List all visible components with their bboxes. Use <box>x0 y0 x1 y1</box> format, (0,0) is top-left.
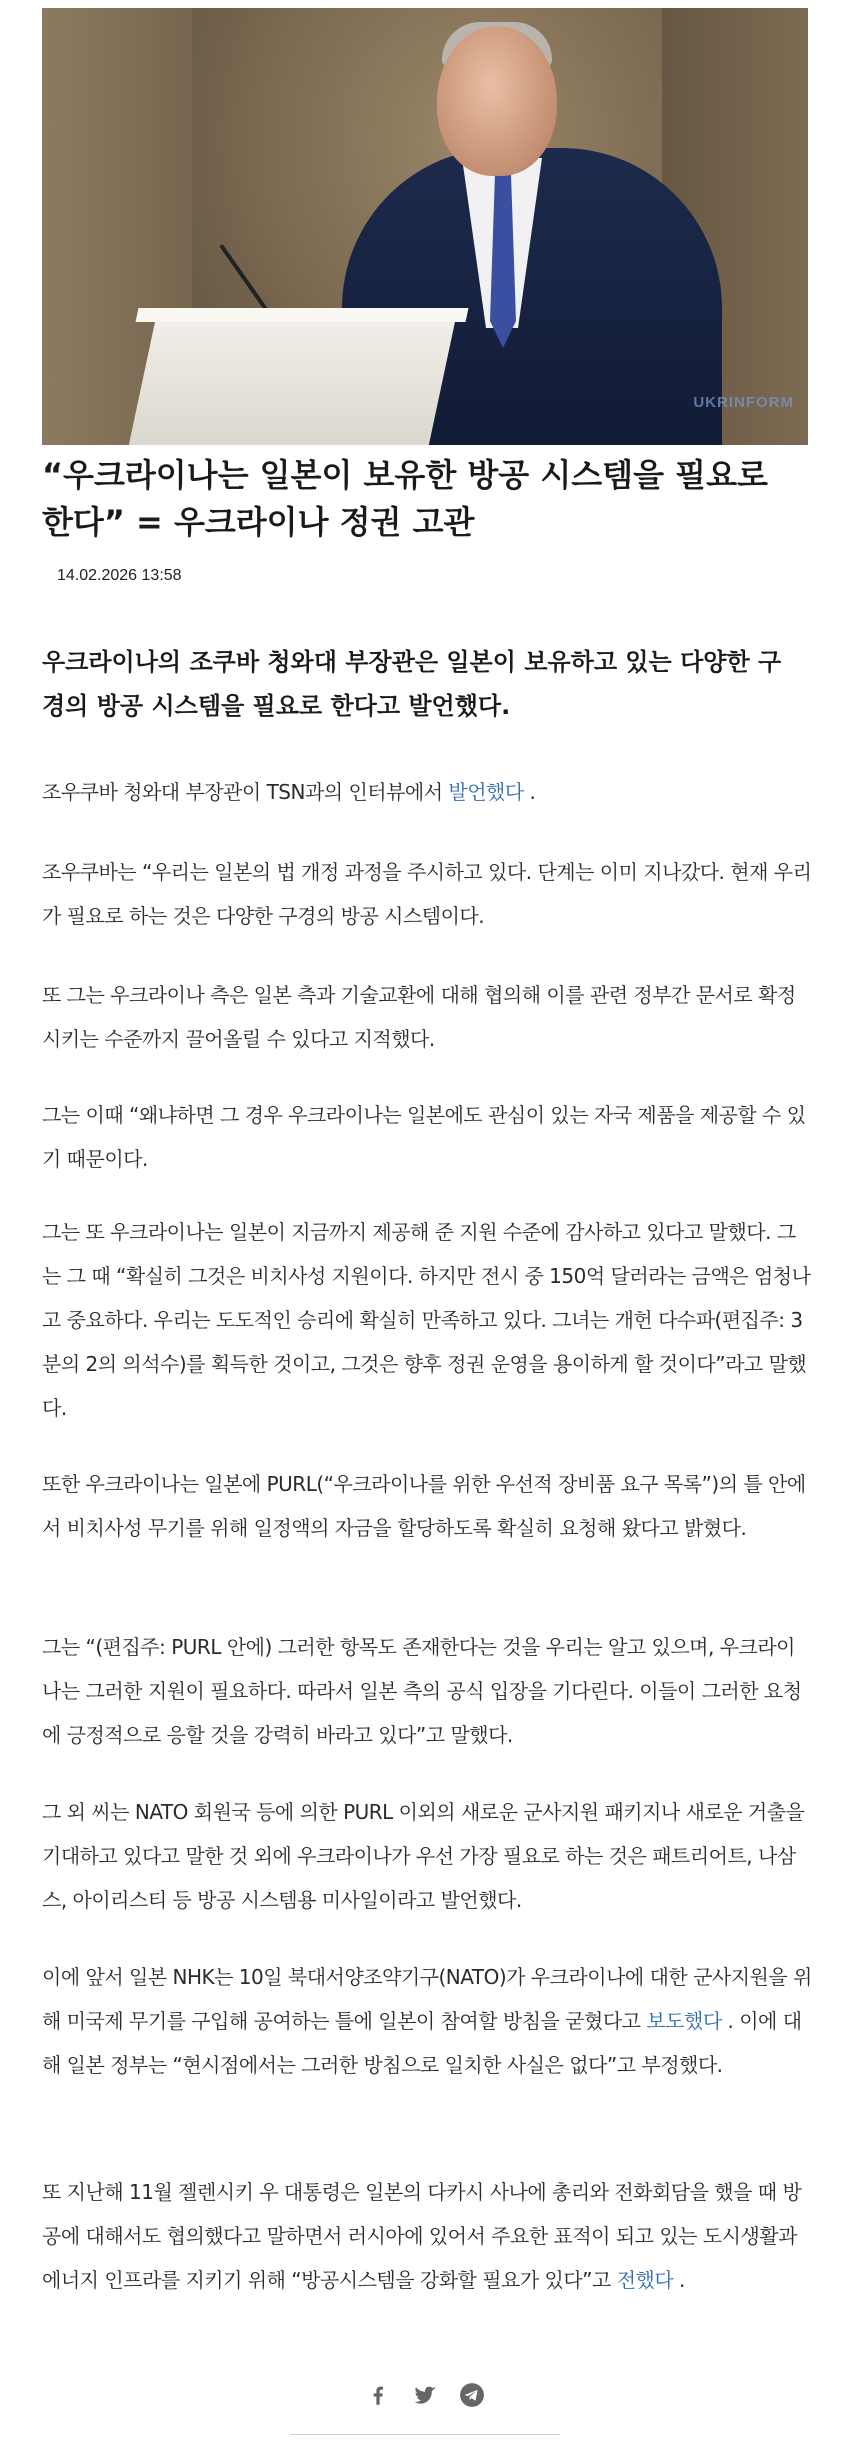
paragraph-10: 또 지난해 11월 젤렌시키 우 대통령은 일본의 다카시 사나에 총리와 전화회담을 했을 때 방공에 대해서도 협의했다고 말하면서 러시아에 있어서 주요한 표적이 되고 있는 도시생활과 에너지 인프라를 지키기 위해 “방공시스템을 강화할 필요가 있다”고 전했다 . <box>42 2180 802 2292</box>
paragraph-3: 또 그는 우크라이나 측은 일본 측과 기술교환에 대해 협의해 이를 관련 정부간 문서로 확정시키는 수준까지 끌어올릴 수 있다고 지적했다. <box>42 983 796 1051</box>
paragraph-1: 조우쿠바 청와대 부장관이 TSN과의 인터뷰에서 발언했다 . <box>42 780 536 804</box>
paragraph-8: 그 외 씨는 NATO 회원국 등에 의한 PURL 이외의 새로운 군사지원 패키지나 새로운 거출을 기대하고 있다고 말한 것 외에 우크라이나가 우선 가장 필요로 하는 것은 패트리어트, 나삼스, 아이리스티 등 방공 시스템용 미사일이라고 발언했다. <box>42 1800 805 1912</box>
photo-watermark: UKRINFORM <box>693 394 794 411</box>
paragraph-7: 그는 “(편집주: PURL 안에) 그러한 항목도 존재한다는 것을 우리는 알고 있으며, 우크라이나는 그러한 지원이 필요하다. 따라서 일본 측의 공식 입장을 기다린다. 이들이 그러한 요청에 긍정적으로 응할 것을 강력히 바라고 있다”고 말했다. <box>42 1635 802 1747</box>
paragraph-6: 또한 우크라이나는 일본에 PURL(“우크라이나를 위한 우선적 장비품 요구 목록”)의 틀 안에서 비치사성 무기를 위해 일정액의 자금을 할당하도록 확실히 요청해 왔다고 밝혔다. <box>42 1472 806 1540</box>
paragraph-5: 그는 또 우크라이나는 일본이 지금까지 제공해 준 지원 수준에 감사하고 있다고 말했다. 그는 그 때 “확실히 그것은 비치사성 지원이다. 하지만 전시 중 150억 달러라는 금액은 엄청나고 중요하다. 우리는 도도적인 승리에 확실히 만족하고 있다. 그녀는 개헌 다수파(편집주: 3분의 2의 의석수)를 획득한 것이고, 그것은 향후 정권 운영을 용이하게 할 것이다”라고 말했다. <box>42 1220 811 1420</box>
telegram-icon[interactable] <box>459 2382 485 2408</box>
paragraph-link[interactable]: 보도했다 <box>646 2009 722 2033</box>
paragraph-9: 이에 앞서 일본 NHK는 10일 북대서양조약기구(NATO)가 우크라이나에 대한 군사지원을 위해 미국제 무기를 구입해 공여하는 틀에 일본이 참여할 방침을 굳혔다고 보도했다 . 이에 대해 일본 정부는 “현시점에서는 그러한 방침으로 일치한 사실은 없다”고 부정했다. <box>42 1965 812 2077</box>
paragraph-link[interactable]: 발언했다 <box>448 780 524 804</box>
paragraph-link[interactable]: 전했다 <box>616 2268 674 2292</box>
article-date: 14.02.2026 13:58 <box>57 567 182 584</box>
share-bar <box>0 2382 850 2422</box>
article-lead: 우크라이나의 조쿠바 청와대 부장관은 일본이 보유하고 있는 다양한 구경의 방공 시스템을 필요로 한다고 발언했다. <box>42 648 782 720</box>
hero-image <box>42 8 808 445</box>
facebook-icon[interactable] <box>365 2382 391 2408</box>
paragraph-4: 그는 이때 “왜냐하면 그 경우 우크라이나는 일본에도 관심이 있는 자국 제품을 제공할 수 있기 때문이다. <box>42 1103 806 1171</box>
footer-divider <box>290 2434 560 2435</box>
article-title: “우크라이나는 일본이 보유한 방공 시스템을 필요로 한다” = 우크라이나 정권 고관 <box>42 456 768 541</box>
paragraph-2: 조우쿠바는 “우리는 일본의 법 개정 과정을 주시하고 있다. 단계는 이미 지나갔다. 현재 우리가 필요로 하는 것은 다양한 구경의 방공 시스템이다. <box>42 860 812 928</box>
twitter-icon[interactable] <box>412 2382 438 2408</box>
